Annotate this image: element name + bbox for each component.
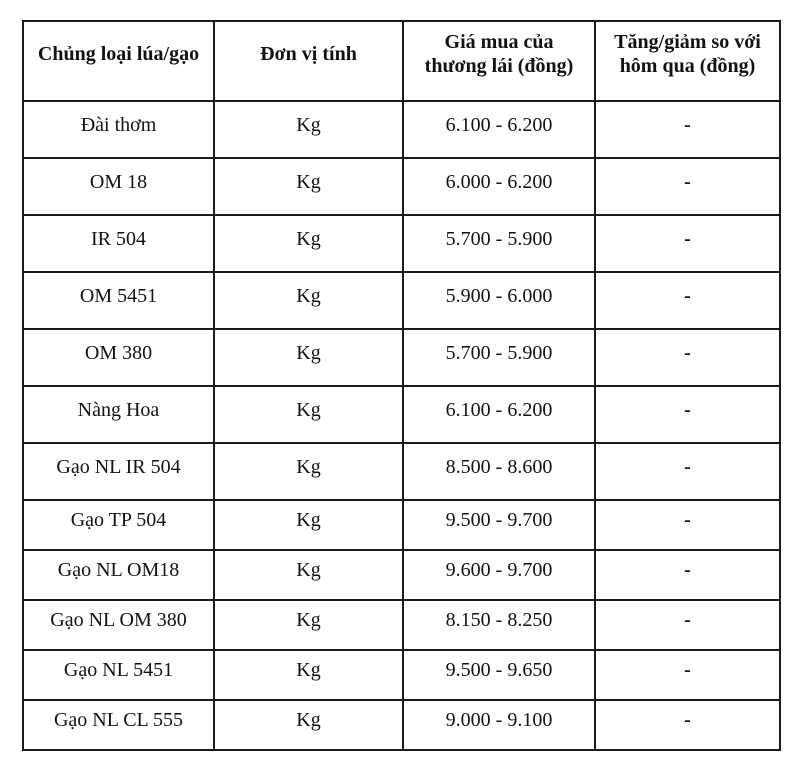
cell-price: 8.500 - 8.600 bbox=[403, 443, 595, 500]
column-header-change bbox=[595, 21, 780, 101]
cell-variety: OM 18 bbox=[23, 158, 214, 215]
cell-change: - bbox=[595, 700, 780, 750]
table-row bbox=[23, 101, 780, 158]
cell-change: - bbox=[595, 215, 780, 272]
column-header-unit bbox=[214, 21, 403, 101]
cell-change: - bbox=[595, 500, 780, 550]
cell-change: - bbox=[595, 600, 780, 650]
cell-price: 5.700 - 5.900 bbox=[403, 329, 595, 386]
cell-unit: Kg bbox=[214, 215, 403, 272]
cell-unit: Kg bbox=[214, 550, 403, 600]
cell-price: 6.000 - 6.200 bbox=[403, 158, 595, 215]
cell-change: - bbox=[595, 443, 780, 500]
column-header-variety-label: Chủng loại lúa/gạo bbox=[37, 43, 200, 65]
cell-change: - bbox=[595, 158, 780, 215]
column-header-variety bbox=[23, 21, 214, 101]
cell-variety: Gạo NL IR 504 bbox=[23, 443, 214, 500]
table-row bbox=[23, 386, 780, 443]
table-row bbox=[23, 650, 780, 700]
column-header-unit-label: Đơn vị tính bbox=[260, 43, 357, 65]
column-header-price-label-line1: Giá mua của bbox=[444, 31, 554, 53]
column-header-change-label-line2: hôm qua (đồng) bbox=[619, 55, 756, 77]
cell-variety: OM 5451 bbox=[23, 272, 214, 329]
cell-price: 5.700 - 5.900 bbox=[403, 215, 595, 272]
cell-variety: OM 380 bbox=[23, 329, 214, 386]
cell-variety: Gạo NL OM18 bbox=[23, 550, 214, 600]
table-row bbox=[23, 215, 780, 272]
cell-unit: Kg bbox=[214, 700, 403, 750]
column-header-change-label-line1: Tăng/giảm so với bbox=[614, 31, 761, 53]
cell-price: 9.500 - 9.650 bbox=[403, 650, 595, 700]
cell-unit: Kg bbox=[214, 329, 403, 386]
cell-variety: Gạo NL 5451 bbox=[23, 650, 214, 700]
cell-change: - bbox=[595, 386, 780, 443]
header-row bbox=[23, 21, 780, 101]
cell-variety: Gạo NL OM 380 bbox=[23, 600, 214, 650]
cell-price: 9.000 - 9.100 bbox=[403, 700, 595, 750]
rice-price-table bbox=[22, 20, 781, 751]
table-row bbox=[23, 600, 780, 650]
cell-price: 6.100 - 6.200 bbox=[403, 101, 595, 158]
cell-change: - bbox=[595, 101, 780, 158]
cell-variety: Đài thơm bbox=[23, 101, 214, 158]
table-row bbox=[23, 272, 780, 329]
table-row bbox=[23, 550, 780, 600]
cell-unit: Kg bbox=[214, 158, 403, 215]
table-row bbox=[23, 329, 780, 386]
cell-unit: Kg bbox=[214, 443, 403, 500]
column-header-price-label-line2: thương lái (đồng) bbox=[424, 55, 574, 77]
cell-unit: Kg bbox=[214, 500, 403, 550]
cell-price: 8.150 - 8.250 bbox=[403, 600, 595, 650]
cell-variety: Gạo TP 504 bbox=[23, 500, 214, 550]
table-row bbox=[23, 158, 780, 215]
cell-change: - bbox=[595, 329, 780, 386]
table-row bbox=[23, 500, 780, 550]
cell-price: 6.100 - 6.200 bbox=[403, 386, 595, 443]
cell-unit: Kg bbox=[214, 101, 403, 158]
column-header-price bbox=[403, 21, 595, 101]
cell-variety: Nàng Hoa bbox=[23, 386, 214, 443]
table-row bbox=[23, 700, 780, 750]
cell-unit: Kg bbox=[214, 600, 403, 650]
cell-change: - bbox=[595, 550, 780, 600]
cell-price: 5.900 - 6.000 bbox=[403, 272, 595, 329]
cell-price: 9.500 - 9.700 bbox=[403, 500, 595, 550]
cell-unit: Kg bbox=[214, 386, 403, 443]
cell-change: - bbox=[595, 650, 780, 700]
cell-price: 9.600 - 9.700 bbox=[403, 550, 595, 600]
cell-variety: Gạo NL CL 555 bbox=[23, 700, 214, 750]
cell-change: - bbox=[595, 272, 780, 329]
table-row bbox=[23, 443, 780, 500]
cell-unit: Kg bbox=[214, 272, 403, 329]
cell-variety: IR 504 bbox=[23, 215, 214, 272]
cell-unit: Kg bbox=[214, 650, 403, 700]
